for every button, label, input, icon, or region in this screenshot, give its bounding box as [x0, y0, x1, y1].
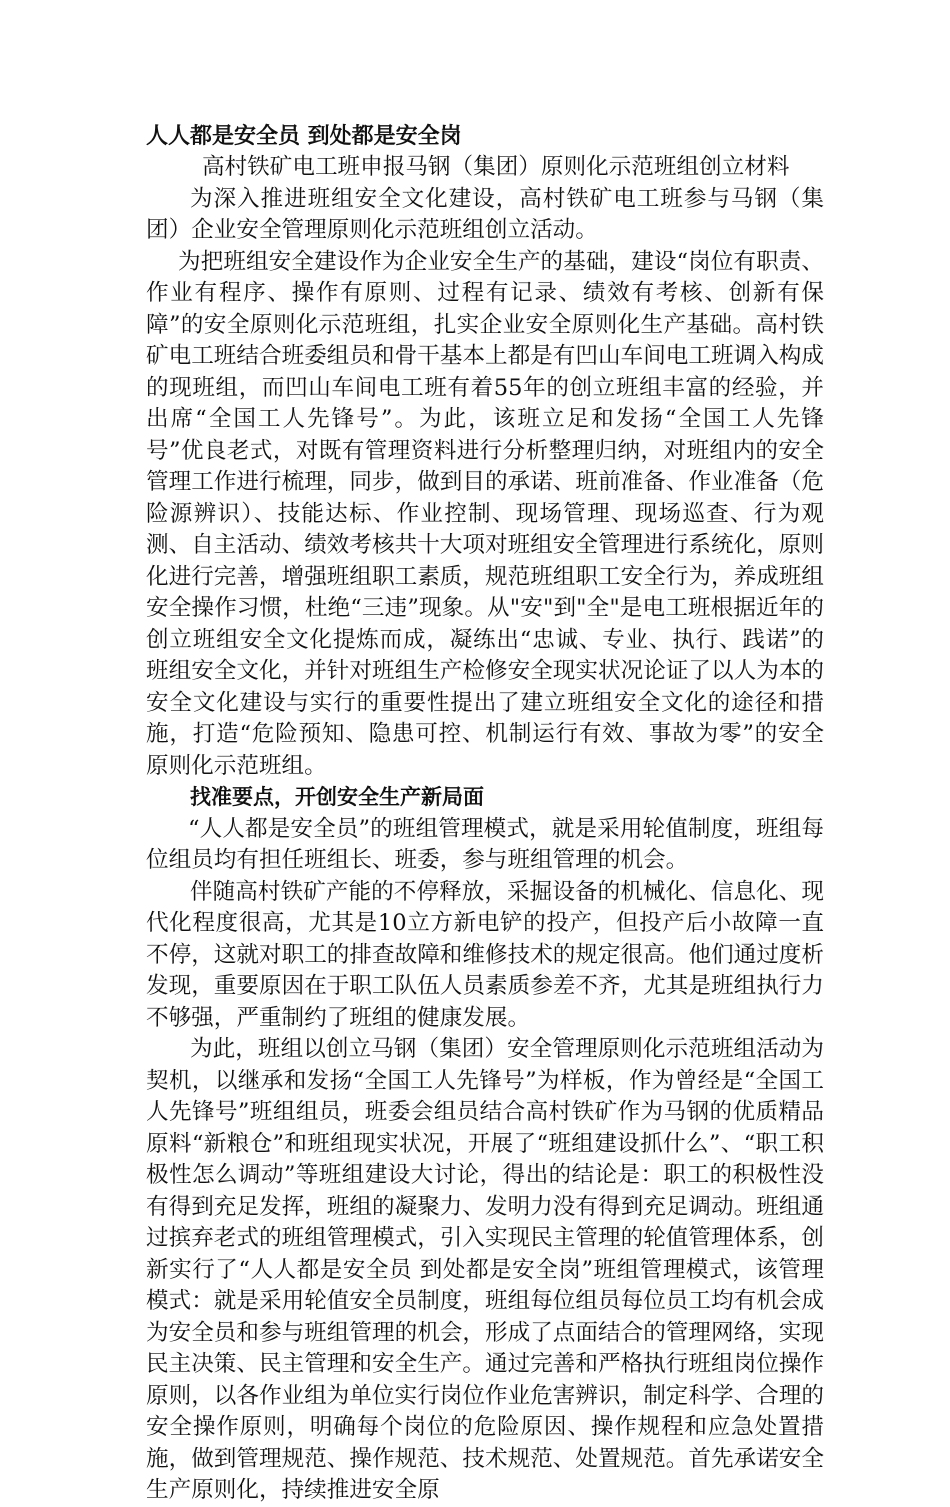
paragraph-section-3: 为此，班组以创立马钢（集团）安全管理原则化示范班组活动为契机，以继承和发扬“全国工人先锋号”为样板，作为曾经是“全国工人先锋号”班组组员，班委会组员结合高村铁矿作为马钢的优质精品原料“新粮仓”和班组现实状况，开展了“班组建设抓什么”、“职工积极性怎么调动”等班组建设大讨论，得出的结论是：职工的积极性没有得到充足发挥，班组的凝聚力、发明力没有得到充足调动。班组通过摈弃老式的班组管理模式，引入实现民主管理的轮值管理体系，创新实行了“人人都是安全员 到处都是安全岗”班组管理模式，该管理模式：就是采用轮值安全员制度，班组每位组员每位员工均有机会成为安全员和参与班组管理的机会，形成了点面结合的管理网络，实现民主决策、民主管理和安全生产。通过完善和严格执行班组岗位操作原则，以各作业组为单位实行岗位作业危害辨识，制定科学、合理的安全操作原则，明确每个岗位的危险原因、操作规程和应急处置措施，做到管理规范、操作规范、技术规范、处置规范。首先承诺安全生产原则化，持续推进安全原: [146, 1036, 824, 1503]
document-subtitle: 高村铁矿电工班申报马钢（集团）原则化示范班组创立材料: [202, 154, 790, 180]
document-page: [146, 118, 824, 1507]
document-title: 人人都是安全员 到处都是安全岗: [146, 124, 462, 149]
paragraph-section-1: “人人都是安全员”的班组管理模式，就是采用轮值制度，班组每位组员均有担任班组长、班委，参与班组管理的机会。: [146, 815, 824, 873]
paragraph-main: 为把班组安全建设作为企业安全生产的基础，建设“岗位有职责、作业有程序、操作有原则、过程有记录、绩效有考核、创新有保障”的安全原则化示范班组，扎实企业安全原则化生产基础。高村铁矿电工班结合班委组员和骨干基本上都是有凹山车间电工班调入构成的现班组，而凹山车间电工班有着55年的创立班组丰富的经验，并出席“全国工人先锋号”。为此，该班立足和发扬“全国工人先锋号”优良老式，对既有管理资料进行分析整理归纳，对班组内的安全管理工作进行梳理，同步，做到目的承诺、班前准备、作业准备（危险源辨识）、技能达标、作业控制、现场管理、现场巡查、行为观测、自主活动、绩效考核共十大项对班组安全管理进行系统化，原则化进行完善，增强班组职工素质，规范班组职工安全行为，养成班组安全操作习惯，杜绝“三违”现象。从"安"到"全"是电工班根据近年的创立班组安全文化提炼而成，凝练出“忠诚、专业、执行、践诺”的班组安全文化，并针对班组生产检修安全现实状况论证了以人为本的安全文化建设与实行的重要性提出了建立班组安全文化的途径和措施，打造“危险预知、隐患可控、机制运行有效、事故为零”的安全原则化示范班组。: [146, 248, 824, 779]
section-heading: 找准要点，开创安全生产新局面: [190, 785, 484, 809]
paragraph-section-2: 伴随高村铁矿产能的不停释放，采掘设备的机械化、信息化、现代化程度很高，尤其是10立方新电铲的投产，但投产后小故障一直不停，这就对职工的排查故障和维修技术的规定很高。他们通过度析发现，重要原因在于职工队伍人员素质参差不齐，尤其是班组执行力不够强，严重制约了班组的健康发展。: [146, 878, 824, 1031]
paragraph-intro: 为深入推进班组安全文化建设，高村铁矿电工班参与马钢（集团）企业安全管理原则化示范班组创立活动。: [146, 185, 824, 243]
